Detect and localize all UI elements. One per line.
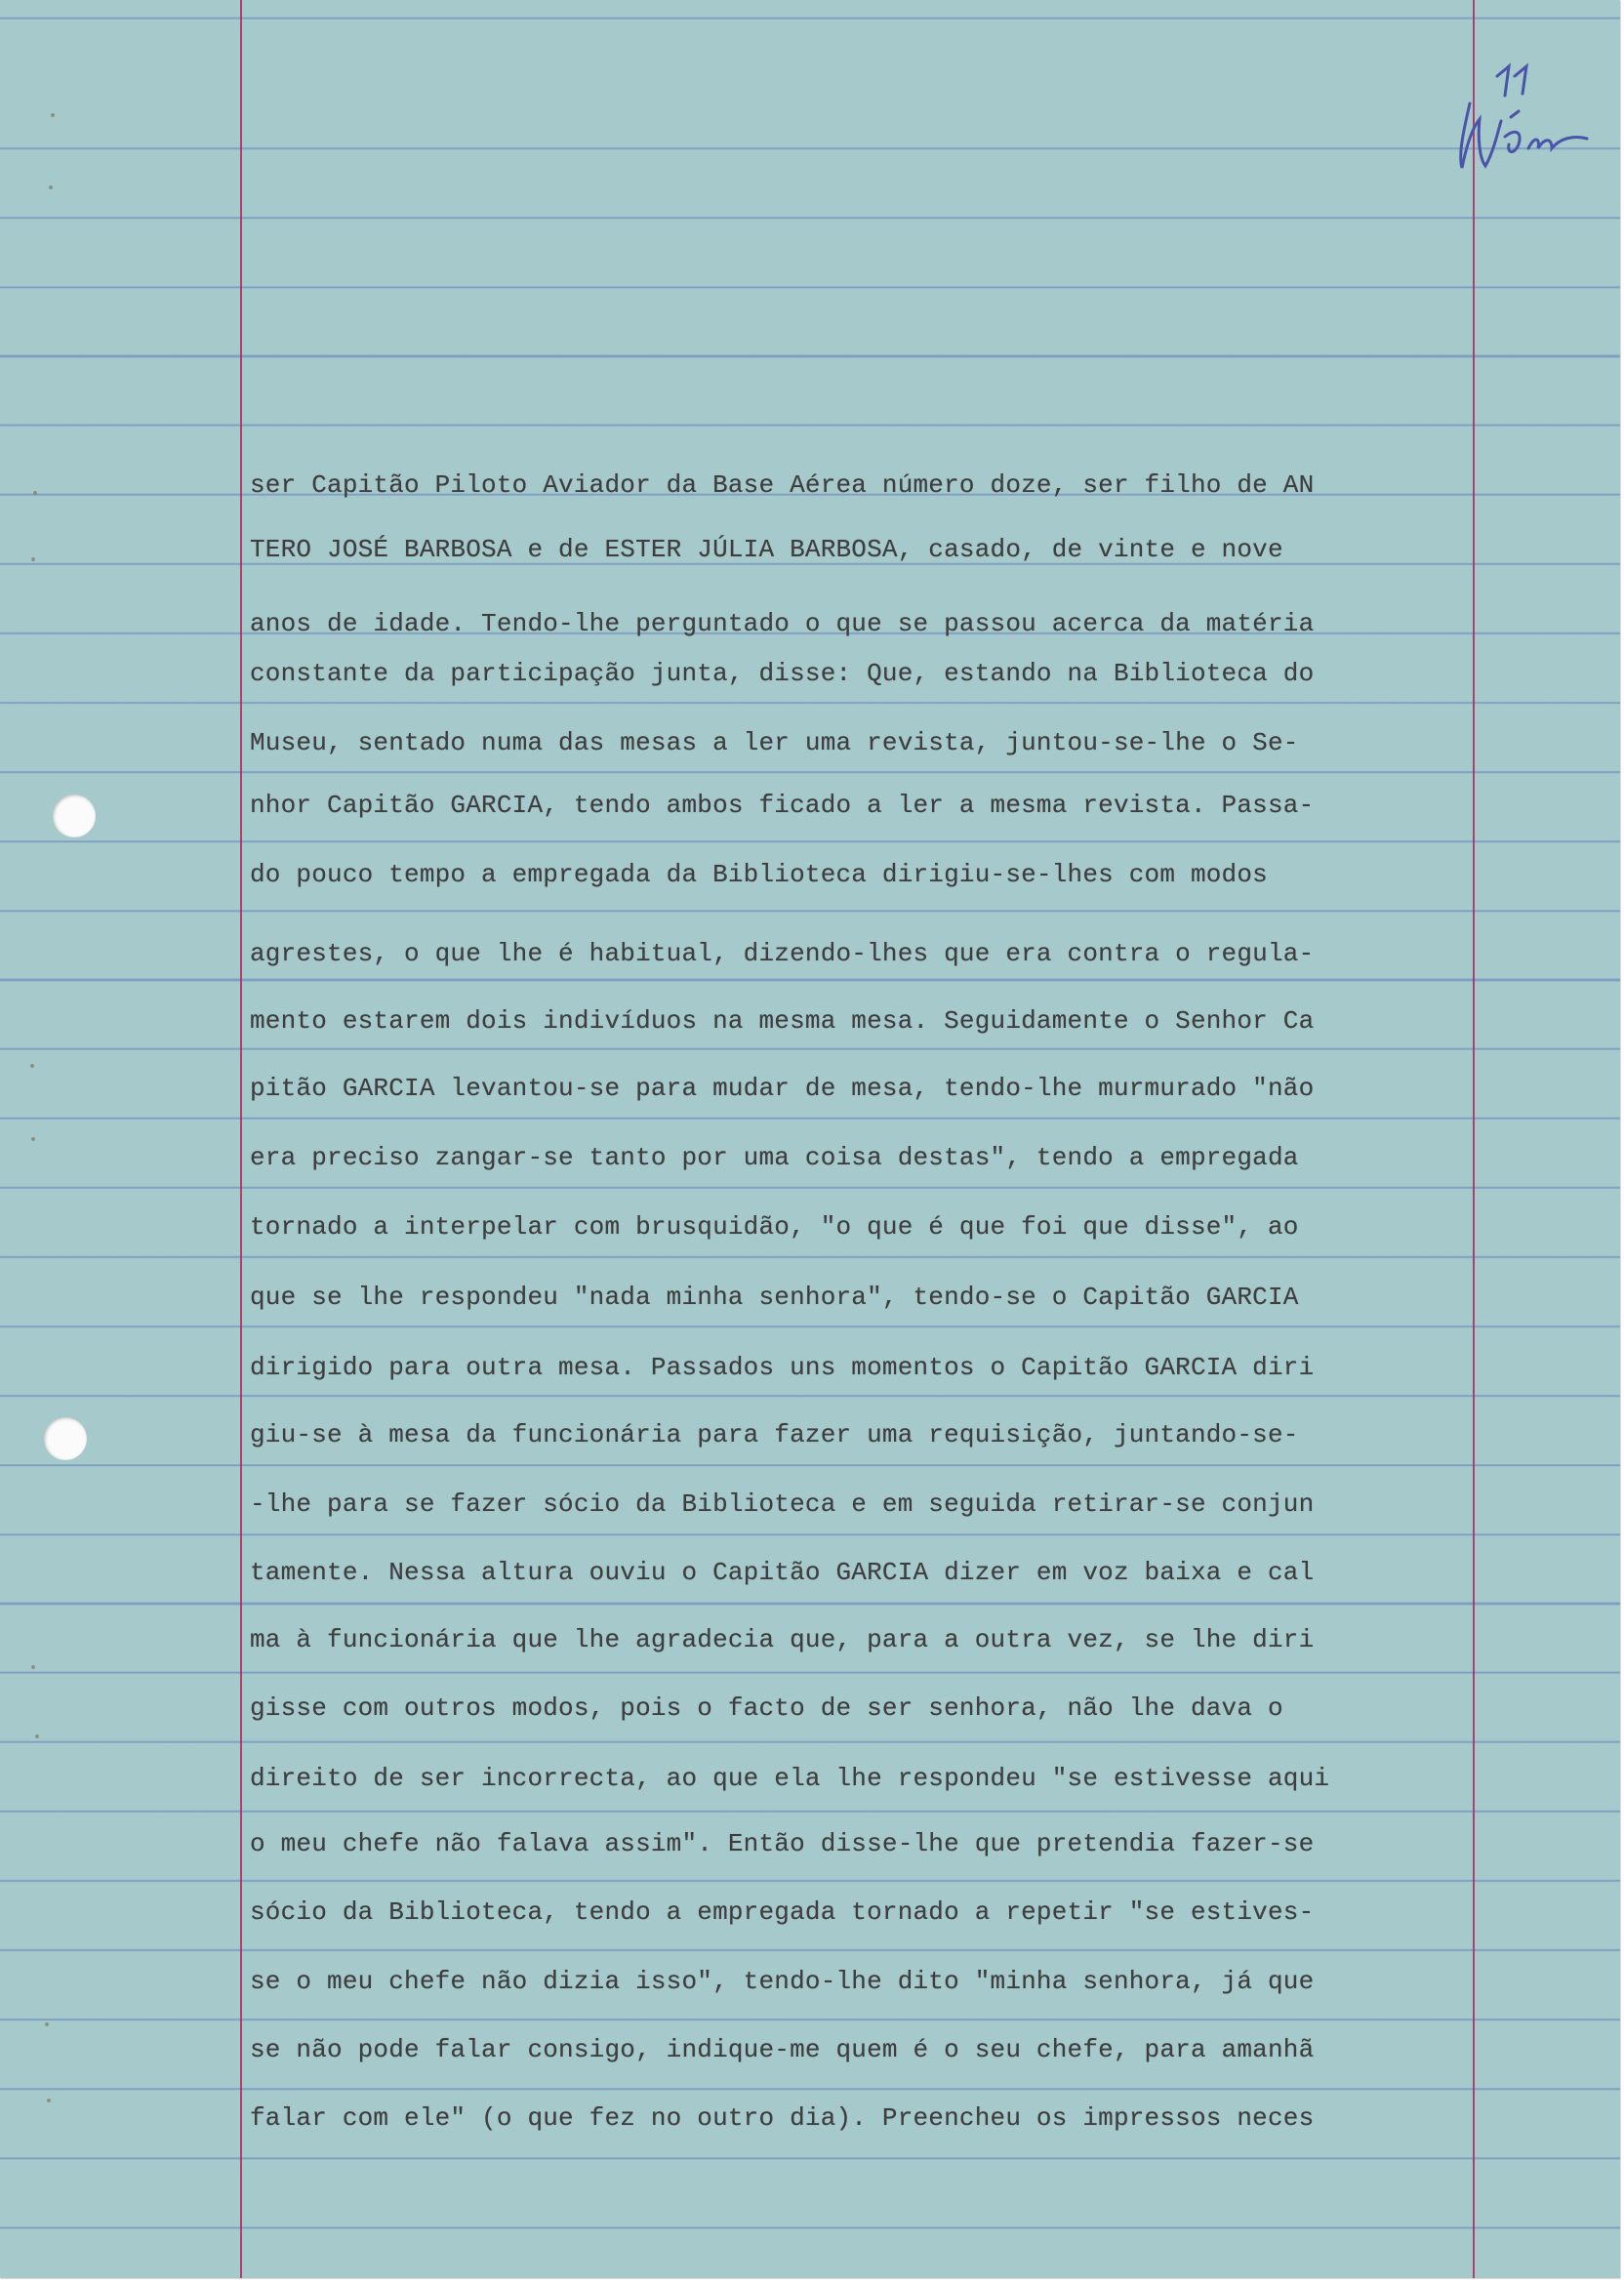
text-line: que se lhe respondeu "nada minha senhora", tendo-se o Capitão GARCIA — [250, 1283, 1299, 1312]
text-line: dirigido para outra mesa. Passados uns momentos o Capitão GARCIA diri — [250, 1353, 1315, 1382]
paper-speck — [47, 2099, 51, 2102]
paper-speck — [35, 1734, 39, 1738]
text-line: o meu chefe não falava assim". Então disse-lhe que pretendia fazer-se — [250, 1829, 1315, 1858]
text-line: agrestes, o que lhe é habitual, dizendo-lhes que era contra o regula- — [250, 939, 1315, 968]
text-line: mento estarem dois indivíduos na mesma mesa. Seguidamente o Senhor Ca — [250, 1006, 1315, 1036]
paper-speck — [30, 1064, 34, 1068]
paper-speck — [31, 557, 35, 561]
handwritten-page-number-icon — [1450, 61, 1597, 187]
paper-speck — [33, 491, 37, 495]
text-line: falar com ele" (o que fez no outro dia). Preencheu os impressos neces — [250, 2103, 1315, 2133]
text-line: ma à funcionária que lhe agradecia que, para a outra vez, se lhe diri — [250, 1625, 1315, 1654]
paper-speck — [31, 1137, 35, 1141]
text-line: se não pode falar consigo, indique-me quem é o seu chefe, para amanhã — [250, 2035, 1315, 2064]
left-margin-line — [240, 0, 242, 2278]
text-line: era preciso zangar-se tanto por uma coisa destas", tendo a empregada — [250, 1143, 1299, 1172]
punch-hole-upper — [53, 795, 96, 837]
text-line: do pouco tempo a empregada da Biblioteca dirigiu-se-lhes com modos — [250, 860, 1268, 889]
text-line: se o meu chefe não dizia isso", tendo-lhe dito "minha senhora, já que — [250, 1967, 1315, 1996]
text-line: gisse com outros modos, pois o facto de ser senhora, não lhe dava o — [250, 1693, 1283, 1723]
text-line: TERO JOSÉ BARBOSA e de ESTER JÚLIA BARBOSA, casado, de vinte e nove — [250, 535, 1283, 564]
text-line: nhor Capitão GARCIA, tendo ambos ficado a ler a mesma revista. Passa- — [250, 791, 1315, 820]
punch-hole-lower — [44, 1417, 87, 1460]
paper-speck — [49, 185, 53, 189]
typed-text-block — [250, 451, 1480, 2159]
paper-speck — [31, 1665, 35, 1669]
text-line: tornado a interpelar com brusquidão, "o que é que foi que disse", ao — [250, 1212, 1299, 1242]
text-line: constante da participação junta, disse: Que, estando na Biblioteca do — [250, 659, 1315, 688]
text-line: pitão GARCIA levantou-se para mudar de mesa, tendo-lhe murmurado "não — [250, 1074, 1315, 1103]
text-line: anos de idade. Tendo-lhe perguntado o que se passou acerca da matéria — [250, 609, 1315, 638]
text-line: ser Capitão Piloto Aviador da Base Aérea número doze, ser filho de AN — [250, 470, 1315, 500]
text-line: giu-se à mesa da funcionária para fazer uma requisição, juntando-se- — [250, 1420, 1299, 1449]
text-line: Museu, sentado numa das mesas a ler uma revista, juntou-se-lhe o Se- — [250, 728, 1299, 757]
text-line: tamente. Nessa altura ouviu o Capitão GARCIA dizer em voz baixa e cal — [250, 1558, 1315, 1587]
text-line: -lhe para se fazer sócio da Biblioteca e em seguida retirar-se conjun — [250, 1489, 1315, 1519]
paper-speck — [51, 113, 55, 117]
text-line: sócio da Biblioteca, tendo a empregada tornado a repetir "se estives- — [250, 1897, 1315, 1927]
text-line: direito de ser incorrecta, ao que ela lhe respondeu "se estivesse aqui — [250, 1764, 1330, 1793]
paper-speck — [45, 2022, 49, 2026]
